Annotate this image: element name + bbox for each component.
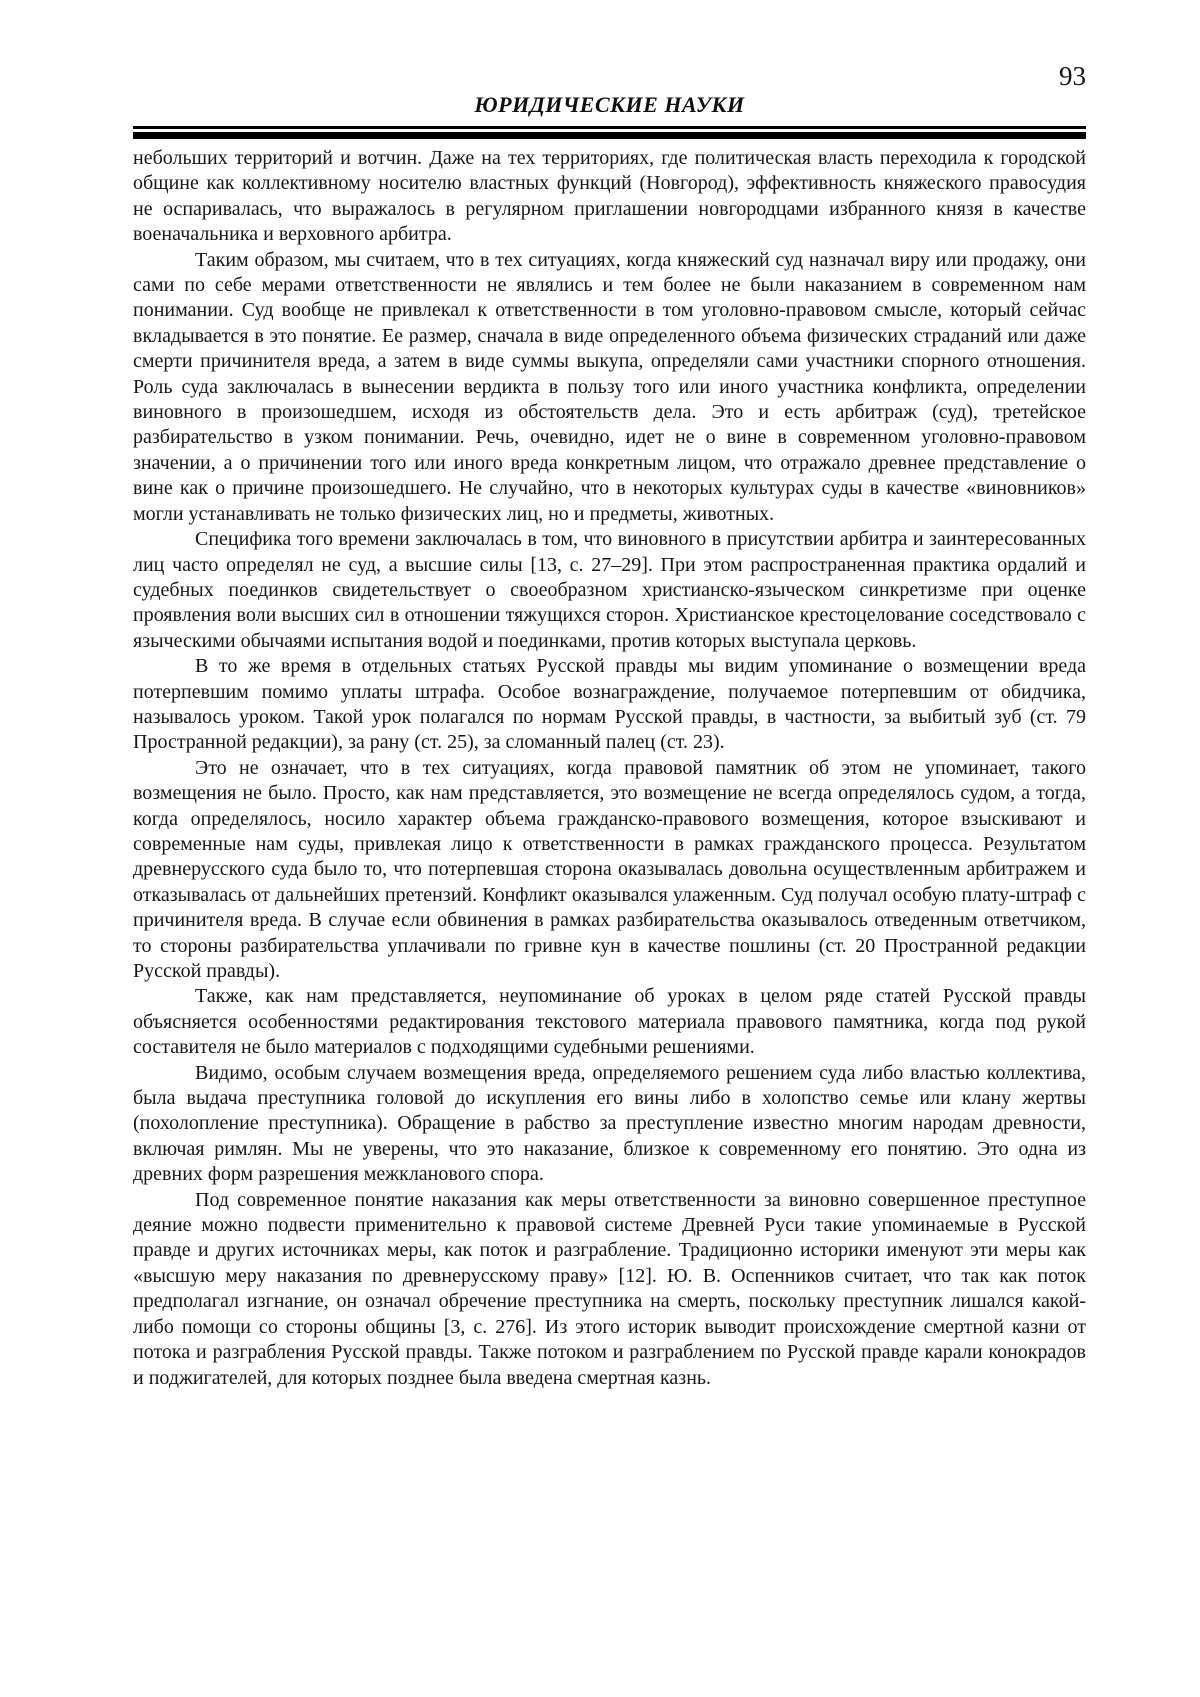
section-header: ЮРИДИЧЕСКИЕ НАУКИ bbox=[474, 92, 745, 117]
paragraph-continuation: небольших территорий и вотчин. Даже на тех территориях, где политическая власть переходила к городской общине как коллективному носителю властных функций (Новгород), эффективность княжеского правосудия не оспаривалась, что выражалось в регулярном приглашении новгородцами избранного князя в качестве военачальника и верховного арбитра. bbox=[133, 147, 1086, 246]
header-rule bbox=[133, 126, 1086, 139]
header-rule-thick-line bbox=[133, 132, 1086, 139]
article-body bbox=[133, 146, 1086, 1391]
page-number: 93 bbox=[1059, 61, 1086, 91]
paragraph: Под современное понятие наказания как меры ответственности за виновно совершенное преступное деяние можно подвести применительно к правовой системе Древней Руси такие упоминаемые в Русской правде и других источниках меры, как поток и разграбление. Традиционно историки именуют эти меры как «высшую меру наказания по древнерусскому праву» [12]. Ю. В. Оспенников считает, что так как поток предполагал изгнание, он означал обречение преступника на смерть, поскольку преступник лишался какой-либо помощи со стороны общины [3, с. 276]. Из этого историк выводит происхождение смертной казни от потока и разграбления Русской правды. Также потоком и разграблением по Русской правде карали конокрадов и поджигателей, для которых позднее была введена смертная казнь. bbox=[133, 1188, 1086, 1389]
page-content bbox=[133, 0, 1086, 1391]
paragraph: Это не означает, что в тех ситуациях, когда правовой памятник об этом не упоминает, такого возмещения не было. Просто, как нам представляется, это возмещение не всегда определялось судом, а тогда, когда определялось, носило характер объема гражданско-правового возмещения, которое взыскивают и современные нам суды, привлекая лицо к ответственности в рамках гражданского процесса. Результатом древнерусского суда было то, что потерпевшая сторона оказывалась довольна осуществленным арбитражем и отказывалась от дальнейших претензий. Конфликт оказывался улаженным. Суд получал особую плату-штраф с причинителя вреда. В случае если обвинения в рамках разбирательства оказывалось отведенным ответчиком, то стороны разбирательства уплачивали по гривне кун в качестве пошлины (ст. 20 Пространной редакции Русской правды). bbox=[133, 756, 1086, 982]
paragraph: Специфика того времени заключалась в том, что виновного в присутствии арбитра и заинтересованных лиц часто определял не суд, а высшие силы [13, с. 27–29]. При этом распространенная практика ордалий и судебных поединков свидетельствует о своеобразном христианско-языческом синкретизме при оценке проявления воли высших сил в отношении тяжущихся сторон. Христианское крестоцелование соседствовало с языческими обычаями испытания водой и поединками, против которых выступала церковь. bbox=[133, 528, 1086, 652]
paragraph: Видимо, особым случаем возмещения вреда, определяемого решением суда либо властью коллектива, была выдача преступника головой до искупления его вины либо в холопство семье или клану жертвы (похолопление преступника). Обращение в рабство за преступление известно многим народам древности, включая римлян. Мы не уверены, что это наказание, близкое к современному его понятию. Это одна из древних форм разрешения межкланового спора. bbox=[133, 1061, 1086, 1186]
paragraph: Также, как нам представляется, неупоминание об уроках в целом ряде статей Русской правды объясняется особенностями редактирования текстового материала правового памятника, когда под рукой составителя не было материалов с подходящими судебными решениями. bbox=[133, 985, 1086, 1059]
paragraph: В то же время в отдельных статьях Русской правды мы видим упоминание о возмещении вреда потерпевшим помимо уплаты штрафа. Особое вознаграждение, получаемое потерпевшим от обидчика, называлось уроком. Такой урок полагался по нормам Русской правды, в частности, за выбитый зуб (ст. 79 Пространной редакции), за рану (ст. 25), за сломанный палец (ст. 23). bbox=[133, 655, 1086, 754]
paragraph: Таким образом, мы считаем, что в тех ситуациях, когда княжеский суд назначал виру или продажу, они сами по себе мерами ответственности не являлись и тем более не были наказанием в современном нам понимании. Суд вообще не привлекал к ответственности в том уголовно-правовом смысле, который сейчас вкладывается в это понятие. Ее размер, сначала в виде определенного объема физических страданий или даже смерти причинителя вреда, а затем в виде суммы выкупа, определяли сами участники спорного отношения. Роль суда заключалась в вынесении вердикта в пользу того или иного участника конфликта, определении виновного в произошедшем, исходя из обстоятельств дела. Это и есть арбитраж (суд), третейское разбирательство в узком понимании. Речь, очевидно, идет не о вине в современном уголовно-правовом значении, а о причинении того или иного вреда конкретным лицом, что отражало древнее представление о вине как о причине произошедшего. Не случайно, что в некоторых культурах суды в качестве «виновников» могли устанавливать не только физических лиц, но и предметы, животных. bbox=[133, 248, 1086, 525]
